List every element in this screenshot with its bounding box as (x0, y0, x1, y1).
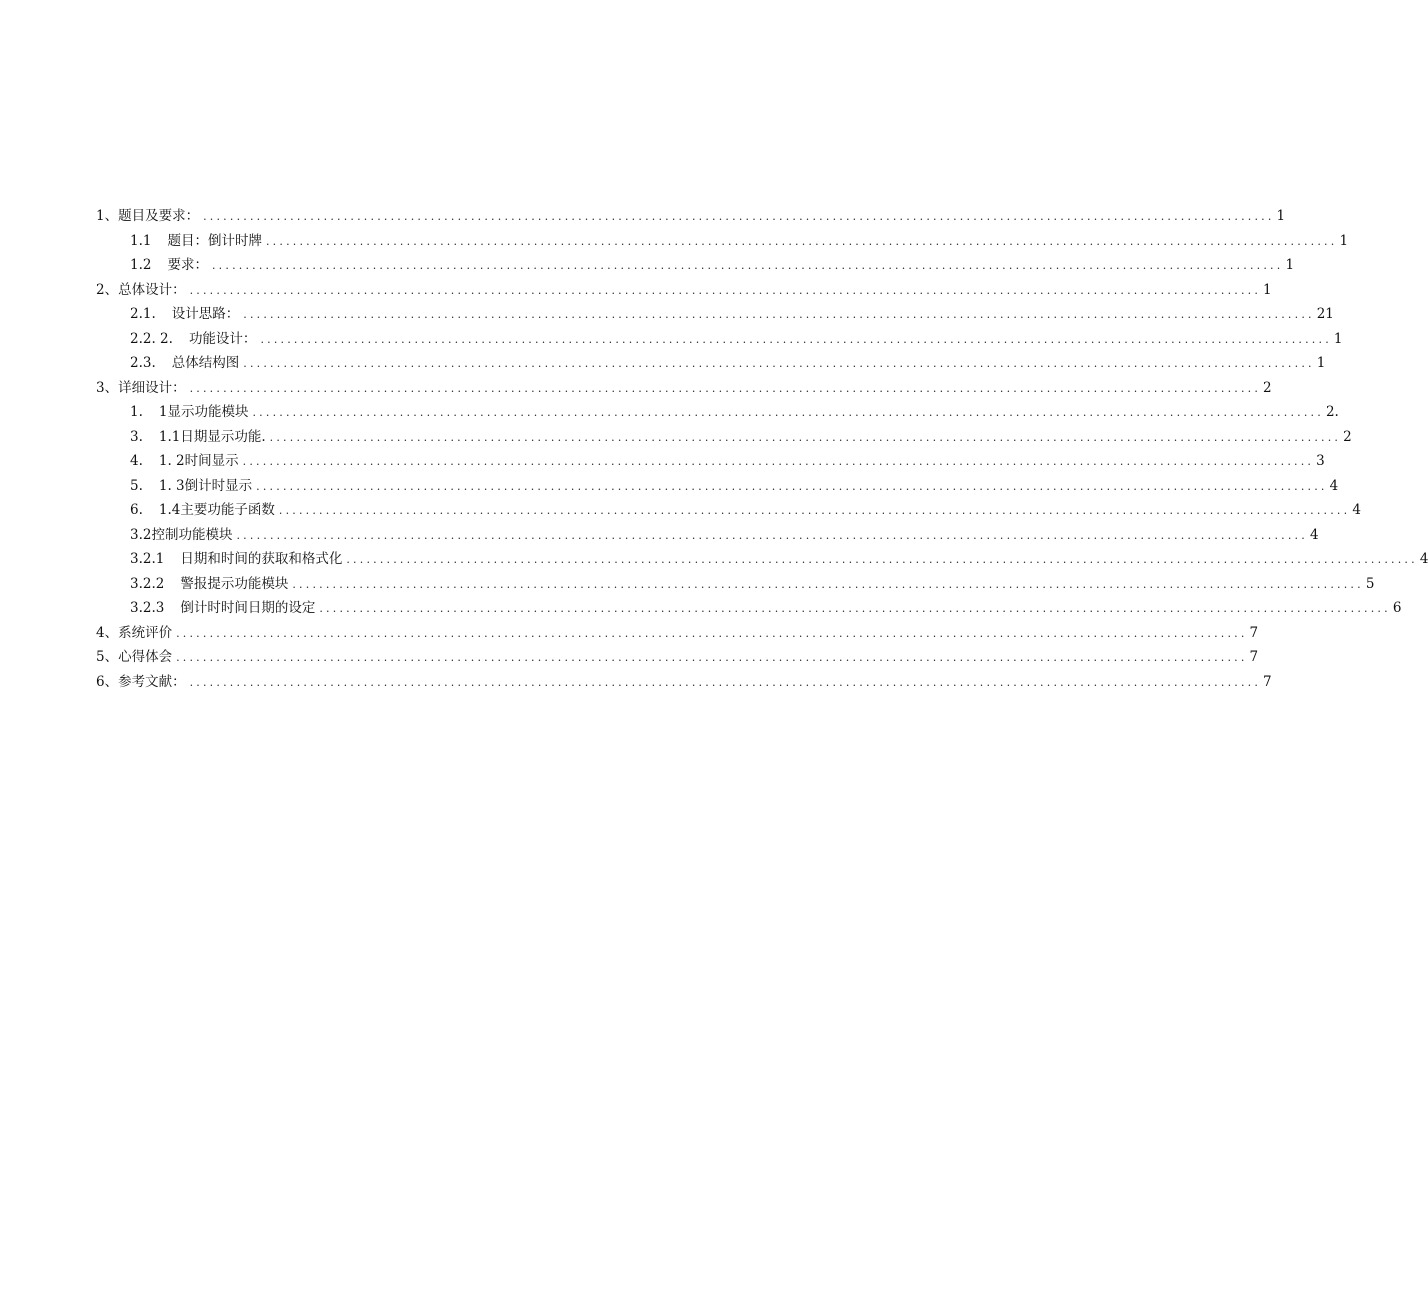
toc-entry[interactable] (96, 229, 1349, 254)
toc-dot-leader: ................................................................................................................................................................ (203, 210, 1275, 223)
toc-dot-leader: ................................................................................................................................................................ (211, 259, 1284, 272)
toc-entry-number: 1、 (96, 208, 119, 224)
toc-entry-number: 5. (130, 477, 143, 494)
toc-entry-page: 7 (1249, 624, 1259, 641)
toc-entry-page: 7 (1249, 649, 1259, 665)
toc-entry[interactable] (96, 253, 1295, 278)
toc-entry-page: 4 (1352, 502, 1361, 518)
toc-entry-title: 1. 3倒计时显示 (158, 477, 253, 494)
toc-entry-title: 1. 2时间显示 (158, 453, 239, 469)
toc-dot-leader: ................................................................................................................................................................ (176, 651, 1248, 664)
toc-entry[interactable] (96, 474, 1339, 499)
toc-entry[interactable] (96, 621, 1259, 646)
toc-dot-leader: ................................................................................................................................................................ (265, 234, 1338, 248)
toc-entry[interactable] (96, 425, 1352, 450)
toc-entry-page: 1 (1339, 232, 1349, 249)
toc-dot-leader: ................................................................................................................................................................ (278, 504, 1351, 517)
toc-entry-title: 详细设计： (118, 379, 186, 396)
toc-entry-title: 要求： (167, 257, 208, 273)
toc-dot-leader: ................................................................................................................................................................ (346, 553, 1418, 566)
toc-entry-number: 5、 (96, 649, 119, 665)
toc-entry-number: 2.3. (130, 355, 156, 371)
toc-entry-page: 4 (1329, 477, 1339, 494)
toc-entry[interactable] (96, 351, 1326, 376)
toc-entry[interactable] (96, 302, 1334, 327)
toc-entry-title: 题目及要求： (118, 208, 200, 224)
toc-entry-page: 1 (1316, 355, 1326, 371)
toc-entry-title: 1.4主要功能子函数 (158, 502, 275, 518)
toc-entry-page: 4 (1419, 551, 1428, 567)
toc-entry-number: 3.2.3 (130, 600, 165, 616)
toc-entry-number: 3.2.2 (130, 575, 165, 592)
toc-entry-page: 6 (1392, 600, 1402, 616)
toc-dot-leader: ................................................................................................................................................................ (242, 455, 1315, 468)
toc-entry-number: 6、 (96, 673, 119, 690)
toc-entry[interactable] (96, 278, 1272, 303)
toc-entry-number: 1.1 (130, 232, 152, 249)
toc-entry-title: 日期和时间的获取和格式化 (180, 551, 343, 567)
toc-dot-leader: ................................................................................................................................................................ (176, 626, 1248, 640)
toc-entry-number: 2.2. 2. (130, 330, 173, 347)
toc-dot-leader: ................................................................................................................................................................ (189, 675, 1262, 689)
toc-dot-leader: ................................................................................................................................................................ (252, 406, 1324, 419)
toc-entry[interactable] (96, 523, 1319, 548)
toc-entry-number: 6. (130, 502, 143, 518)
toc-dot-leader: ................................................................................................................................................................ (269, 430, 1342, 444)
toc-dot-leader: ................................................................................................................................................................ (319, 602, 1391, 615)
toc-entry-number: 4、 (96, 624, 119, 641)
toc-entry-title: 1.1日期显示功能. (158, 428, 266, 445)
toc-entry[interactable] (96, 204, 1286, 229)
toc-entry-title: 心得体会 (118, 649, 173, 665)
toc-entry-title: 1显示功能模块 (158, 404, 249, 420)
toc-entry-page: 2 (1343, 428, 1352, 445)
toc-entry[interactable] (96, 645, 1259, 670)
toc-entry-page: 2 (1263, 379, 1272, 396)
toc-entry-title: 题目：倒计时牌 (167, 232, 262, 249)
toc-entry-title: 系统评价 (118, 624, 173, 641)
toc-entry-title: 总体结构图 (171, 355, 240, 371)
toc-entry-number: 1. (130, 404, 143, 420)
toc-entry-title: 设计思路： (171, 306, 240, 322)
toc-dot-leader: ................................................................................................................................................................ (243, 308, 1315, 321)
toc-entry-page: 1 (1333, 330, 1343, 347)
toc-entry[interactable] (96, 449, 1325, 474)
toc-entry-title: 倒计时时间日期的设定 (180, 600, 316, 616)
toc-entry[interactable] (96, 498, 1361, 523)
toc-entry-page: 3 (1316, 453, 1325, 469)
toc-entry-page: 4 (1309, 526, 1319, 543)
toc-entry-page: 5 (1365, 575, 1375, 592)
toc-entry-number: 3. (130, 428, 143, 445)
toc-entry[interactable] (96, 547, 1428, 572)
toc-entry-page: 1 (1276, 208, 1286, 224)
toc-entry[interactable] (96, 670, 1272, 695)
toc-entry-title: 警报提示功能模块 (180, 575, 289, 592)
toc-entry[interactable] (96, 400, 1339, 425)
toc-entry-title: 总体设计： (118, 281, 186, 298)
toc-entry-title: 参考文献： (118, 673, 186, 690)
toc-dot-leader: ................................................................................................................................................................ (189, 381, 1262, 395)
toc-entry[interactable] (96, 376, 1272, 401)
toc-entry-number: 2.1. (130, 306, 156, 322)
toc-entry-number: 3、 (96, 379, 119, 396)
toc-entry[interactable] (96, 572, 1375, 597)
toc-entry-page: 21 (1316, 306, 1334, 322)
toc-entry-page: 1 (1263, 281, 1272, 298)
toc-dot-leader: ................................................................................................................................................................ (236, 528, 1308, 542)
toc-dot-leader: ................................................................................................................................................................ (243, 357, 1315, 370)
toc-dot-leader: ................................................................................................................................................................ (189, 283, 1262, 297)
toc-entry-title: 3.2控制功能模块 (130, 526, 233, 543)
toc-entry-page: 7 (1263, 673, 1272, 690)
toc-entry-number: 2、 (96, 281, 119, 298)
toc-entry[interactable] (96, 327, 1343, 352)
toc-entry-page: 2. (1325, 404, 1339, 420)
toc-entry-page: 1 (1285, 257, 1295, 273)
toc-dot-leader: ................................................................................................................................................................ (292, 577, 1364, 591)
toc-entry-title: 功能设计： (188, 330, 257, 347)
table-of-contents (96, 204, 1428, 694)
toc-entry-number: 3.2.1 (130, 551, 165, 567)
toc-entry-number: 4. (130, 453, 143, 469)
toc-dot-leader: ................................................................................................................................................................ (256, 479, 1328, 493)
toc-dot-leader: ................................................................................................................................................................ (260, 332, 1332, 346)
toc-entry-number: 1.2 (130, 257, 152, 273)
toc-entry[interactable] (96, 596, 1402, 621)
